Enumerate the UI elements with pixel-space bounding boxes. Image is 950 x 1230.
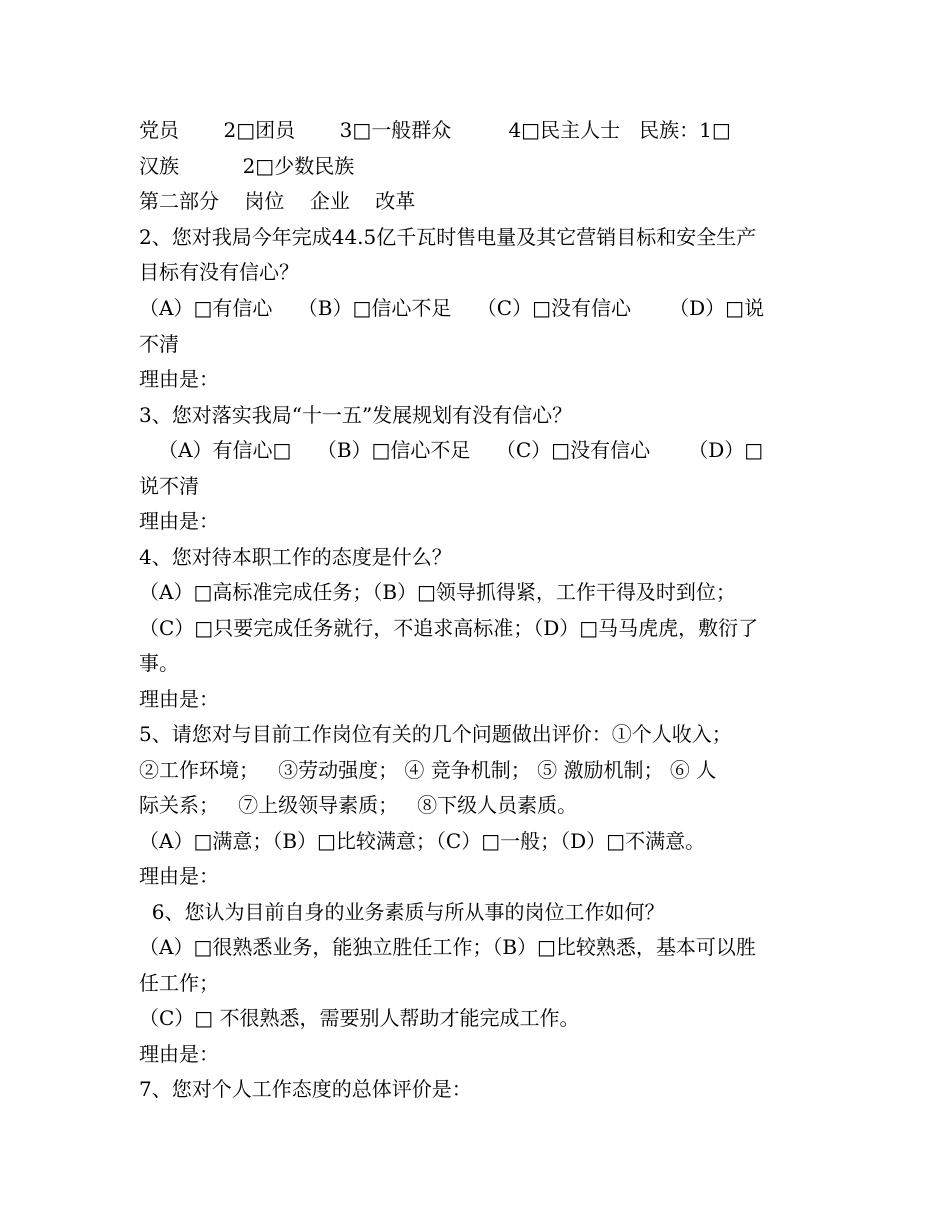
options-line: （C）□ 不很熟悉，需要别人帮助才能完成工作。 (139, 1006, 580, 1030)
options-line: （C）□只要完成任务就行，不追求高标准；（D）□马马虎虎，敷衍了 (139, 616, 759, 640)
question-2: 2、您对我局今年完成44.5亿千瓦时售电量及其它营销目标和安全生产 (139, 225, 757, 249)
text-line: 汉族 2□少数民族 (139, 154, 355, 178)
question-3: 3、您对落实我局“十一五”发展规划有没有信心？ (139, 403, 573, 427)
reason-label: 理由是： (139, 509, 219, 533)
options-line: （A）□满意；（B）□比较满意；（C）□一般；（D）□不满意。 (139, 829, 706, 853)
text-line: 事。 (139, 651, 179, 675)
options-line: （A）□有信心 （B）□信心不足 （C）□没有信心 （D）□说 (139, 296, 765, 320)
question-5: 5、请您对与目前工作岗位有关的几个问题做出评价：①个人收入； (139, 722, 732, 746)
question-7: 7、您对个人工作态度的总体评价是： (139, 1077, 472, 1101)
reason-label: 理由是： (139, 1042, 219, 1066)
text-line: 党员 2□团员 3□一般群众 4□民主人士 民族：1□ (139, 118, 731, 142)
text-line: ②工作环境； ③劳动强度； ④ 竞争机制； ⑤ 激励机制； ⑥ 人 (139, 758, 717, 782)
options-line: （A）□很熟悉业务，能独立胜任工作；（B）□比较熟悉，基本可以胜 (139, 935, 756, 959)
text-line: 目标有没有信心？ (139, 260, 299, 284)
text-line: 说不清 (139, 474, 199, 498)
reason-label: 理由是： (139, 687, 219, 711)
section-heading: 第二部分 岗位 企业 改革 (139, 189, 416, 213)
text-line: 际关系； ⑦上级领导素质； ⑧下级人员素质。 (139, 793, 578, 817)
question-4: 4、您对待本职工作的态度是什么？ (139, 545, 452, 569)
reason-label: 理由是： (139, 864, 219, 888)
text-line: 不清 (139, 332, 179, 356)
options-line: （A）□高标准完成任务；（B）□领导抓得紧，工作干得及时到位； (139, 580, 736, 604)
options-line: （A）有信心□ （B）□信心不足 （C）□没有信心 （D）□ (139, 438, 764, 462)
text-line: 任工作； (139, 971, 219, 995)
question-6: 6、您认为目前自身的业务素质与所从事的岗位工作如何？ (139, 900, 665, 924)
reason-label: 理由是： (139, 367, 219, 391)
